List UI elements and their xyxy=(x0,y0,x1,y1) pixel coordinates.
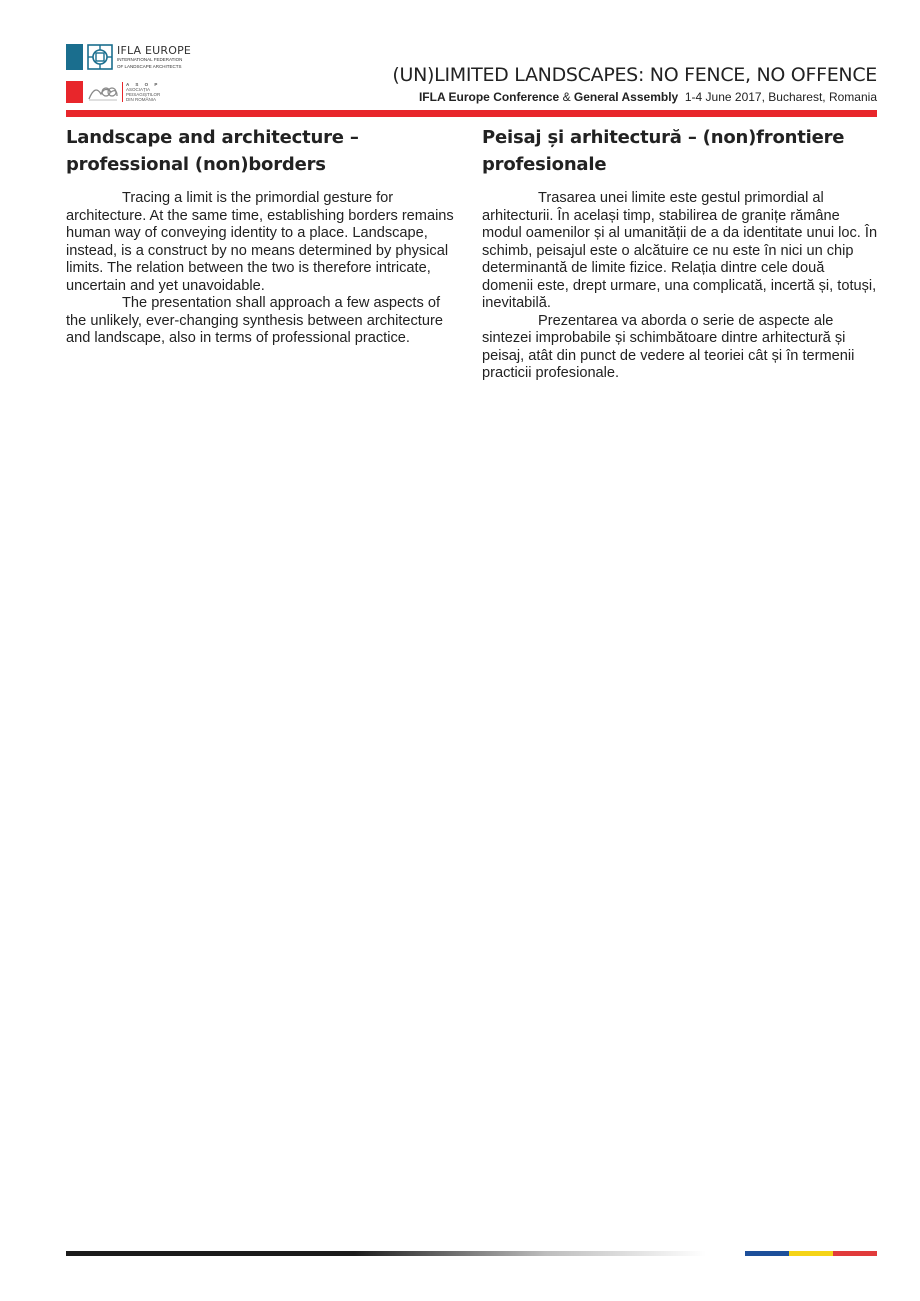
romanian-paragraph-1: Trasarea unei limite este gestul primordial al arhitecturii. În același timp, stabilirea de granițe rămâne modul oamenilor și al umanității de a da identitate unui loc. În schimb, peisajul este o alcătuire ce nu este în nici un chip determinantă de limite fizice. Relația dintre cele două domenii este, drept urmare, una complicată, incertă și, totuși, inevitabilă. xyxy=(482,190,878,311)
conference-title: (UN)LIMITED LANDSCAPES: NO FENCE, NO OFFENCE xyxy=(392,64,877,86)
conference-subtitle xyxy=(419,90,877,104)
asop-emblem-icon xyxy=(87,82,119,102)
ifla-subtitle-line-1: INTERNATIONAL FEDERATION xyxy=(117,57,183,63)
header-red-rule xyxy=(66,110,877,117)
romanian-paragraph-2: Prezentarea va aborda o serie de aspecte ale sintezei improbabile și schimbătoare dintre arhitectură și peisaj, atât din punct de vedere al teoriei cât și în termenii practicii profesionale. xyxy=(482,312,855,381)
ifla-europe-logo xyxy=(66,43,191,71)
asop-line-2: PEISAGIȘTILOR xyxy=(126,92,161,97)
footer-gradient-rule xyxy=(66,1251,706,1256)
ifla-text xyxy=(117,45,191,68)
subtitle-assembly: General Assembly xyxy=(573,90,679,104)
subtitle-conference: IFLA Europe Conference xyxy=(418,90,560,104)
footer-flag-blue xyxy=(745,1251,789,1256)
footer-flag-yellow xyxy=(789,1251,833,1256)
english-body xyxy=(66,190,462,348)
asop-text xyxy=(122,82,160,102)
romanian-heading: Peisaj și arhitectură – (non)frontiere profesionale xyxy=(482,127,845,175)
asop-logo xyxy=(66,80,160,104)
english-paragraph-1: Tracing a limit is the primordial gesture for architecture. At the same time, establishing borders remains human way of conveying identity to a place. Landscape, instead, is a construct by no means determined by physical limits. The relation between the two is therefore intricate, uncertain and yet unavoidable. xyxy=(66,190,454,294)
ifla-emblem-icon xyxy=(87,44,113,70)
romanian-column xyxy=(482,124,878,383)
asop-line-1: ASOCIAȚIA xyxy=(126,87,151,92)
asop-letters: A S O P xyxy=(126,82,160,87)
ifla-subtitle-line-2: OF LANDSCAPE ARCHITECTS xyxy=(117,63,182,69)
asop-red-square xyxy=(66,81,83,103)
ifla-blue-square xyxy=(66,44,83,70)
footer-flag-red xyxy=(833,1251,877,1256)
subtitle-date: 1-4 June 2017, Bucharest, Romania xyxy=(684,90,877,104)
english-paragraph-2: The presentation shall approach a few aspects of the unlikely, ever-changing synthesis between architecture and landscape, also in terms of professional practice. xyxy=(66,295,443,346)
english-heading: Landscape and architecture – professional (non)borders xyxy=(66,127,359,175)
subtitle-ampersand: & xyxy=(562,90,571,104)
ifla-name: IFLA EUROPE xyxy=(117,44,192,58)
asop-line-3: DIN ROMÂNIA xyxy=(126,97,157,102)
english-column xyxy=(66,124,462,348)
logo-block xyxy=(66,43,206,105)
romanian-body xyxy=(482,190,878,383)
